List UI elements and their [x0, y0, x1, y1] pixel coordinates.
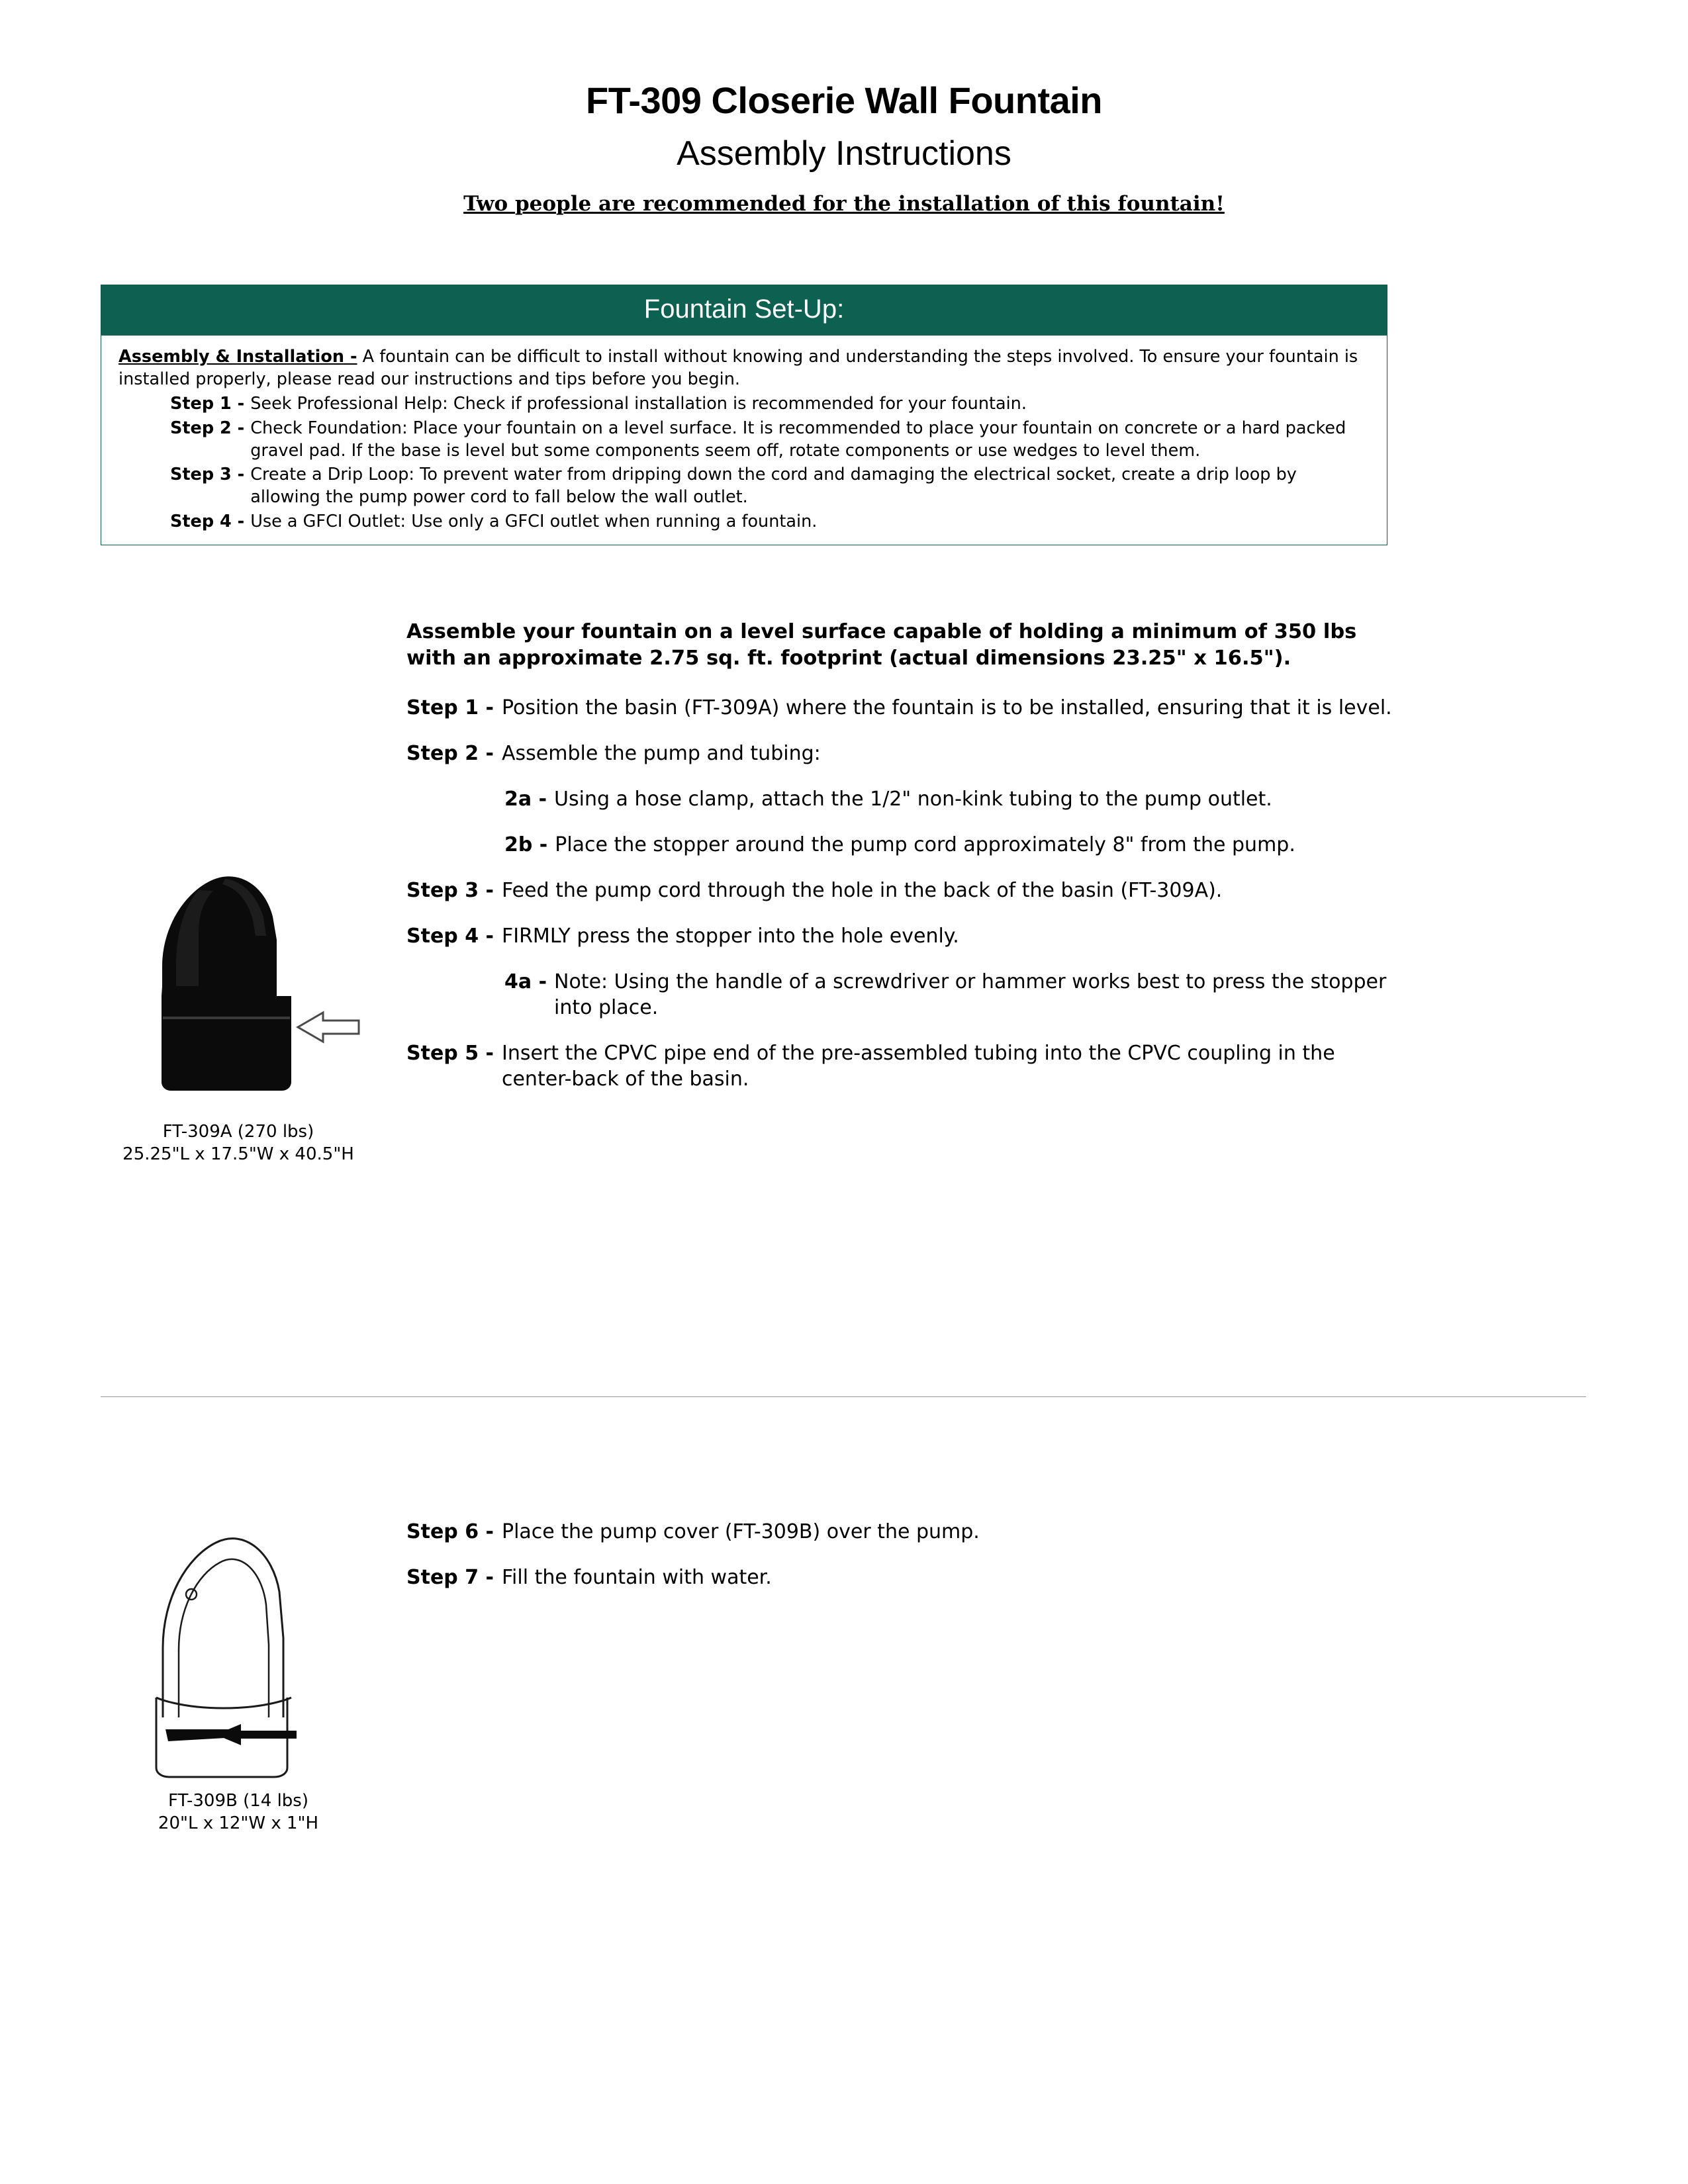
secondary-instruction-list [406, 1519, 1399, 1610]
setup-box-heading: Fountain Set-Up: [101, 285, 1387, 336]
instruction-step-4-number: Step 4 - [406, 924, 494, 948]
figure-ft309a-caption [99, 1112, 377, 1166]
figure-ft309b-caption-line2: 20"L x 12"W x 1"H [158, 1813, 319, 1833]
setup-step-1-bold: Seek Professional Help: [250, 394, 448, 414]
figure-ft309b-caption [99, 1784, 377, 1835]
setup-step-4-text: Use only a GFCI outlet when running a fountain. [406, 511, 818, 531]
setup-step-1-text: Check if professional installation is recommended for your fountain. [447, 394, 1027, 414]
setup-step-1-body [244, 393, 1027, 416]
setup-step-1-label: Step 1 - [170, 394, 245, 414]
instruction-step-3 [406, 878, 1399, 903]
setup-step-2-bold: Check Foundation: [250, 418, 408, 438]
figure-ft309b [99, 1506, 377, 1835]
setup-intro-paragraph [118, 346, 1370, 390]
setup-box-body [101, 336, 1387, 545]
cover-inner-outline [179, 1559, 269, 1717]
setup-step-3-text: To prevent water from dripping down the cord and damaging the electrical socket, create a drip loop by allowing the pump power cord to fall below the wall outlet. [250, 465, 1297, 507]
fountain-basin-svg [99, 854, 377, 1112]
instruction-step-2 [406, 741, 1399, 766]
instruction-step-3-number: Step 3 - [406, 878, 494, 902]
instruction-step-1-text: Position the basin (FT-309A) where the fountain is to be installed, ensuring that it is level. [501, 696, 1392, 719]
setup-step-3-body [244, 464, 1370, 508]
setup-step-2-text: Place your fountain on a level surface. It is recommended to place your fountain on concrete or a hard packed gravel pad. If the base is level but some components seem off, rotate components or use wedges to level them. [250, 418, 1346, 461]
setup-intro-text: A fountain can be difficult to install without knowing and understanding the steps involved. To ensure your fountain is installed properly, please read our instructions and tips before you begin. [118, 347, 1358, 389]
instruction-step-2-text: Assemble the pump and tubing: [501, 741, 821, 765]
instruction-step-2b-number: 2b - [504, 833, 548, 856]
instruction-step-7-number: Step 7 - [406, 1566, 494, 1589]
instruction-step-4-text: FIRMLY press the stopper into the hole evenly. [501, 924, 959, 948]
instruction-step-7 [406, 1565, 1399, 1590]
instruction-step-4a-number: 4a - [504, 970, 547, 993]
assembly-lead-paragraph: Assemble your fountain on a level surface capable of holding a minimum of 350 lbs with an approximate 2.75 sq. ft. footprint (actual dimensions 23.25" x 16.5"). [406, 620, 1357, 670]
section-divider [101, 1396, 1586, 1397]
setup-step-4-label: Step 4 - [170, 511, 245, 531]
figure-ft309a-caption-line2: 25.25"L x 17.5"W x 40.5"H [122, 1144, 354, 1164]
fountain-setup-box [101, 285, 1387, 545]
instruction-step-2a-text: Using a hose clamp, attach the 1/2" non-kink tubing to the pump outlet. [554, 787, 1272, 811]
setup-step-3-bold: Create a Drip Loop: [250, 465, 414, 485]
instruction-step-1-number: Step 1 - [406, 696, 494, 719]
setup-step-4-bold: Use a GFCI Outlet: [250, 511, 406, 531]
setup-step-list [118, 393, 1370, 533]
instruction-step-5-number: Step 5 - [406, 1041, 494, 1065]
setup-step-2 [118, 418, 1370, 462]
instruction-step-5-text: Insert the CPVC pipe end of the pre-assembled tubing into the CPVC coupling in the center-back of the basin. [501, 1041, 1335, 1091]
instruction-step-7-text: Fill the fountain with water. [501, 1566, 772, 1589]
instruction-step-6-text: Place the pump cover (FT-309B) over the pump. [501, 1520, 980, 1543]
setup-step-1 [118, 393, 1370, 416]
page-subtitle: Assembly Instructions [677, 134, 1011, 173]
instruction-step-4 [406, 923, 1399, 949]
instruction-step-2a [406, 786, 1399, 812]
instruction-step-4a [406, 969, 1399, 1021]
instruction-step-3-text: Feed the pump cord through the hole in the back of the basin (FT-309A). [501, 878, 1223, 902]
installation-warning-note: Two people are recommended for the installation of this fountain! [463, 192, 1225, 216]
figure-ft309b-caption-line1: FT-309B (14 lbs) [167, 1791, 308, 1811]
pump-cover-illustration [99, 1506, 377, 1784]
instruction-step-2b [406, 832, 1399, 858]
setup-step-4-body [244, 511, 817, 533]
fountain-basin-illustration [99, 854, 377, 1112]
instruction-step-2b-text: Place the stopper around the pump cord approximately 8" from the pump. [555, 833, 1295, 856]
instruction-step-1 [406, 695, 1399, 721]
figure-ft309a [99, 854, 377, 1166]
callout-arrow-icon [298, 1013, 359, 1042]
instruction-step-4a-text: Note: Using the handle of a screwdriver or hammer works best to press the stopper into place. [554, 970, 1387, 1019]
setup-step-3-label: Step 3 - [170, 465, 245, 485]
instruction-step-6 [406, 1519, 1399, 1545]
main-instruction-list [406, 619, 1399, 1112]
setup-step-3 [118, 464, 1370, 508]
basin-rim [156, 1698, 291, 1708]
callout-arrow-head-icon [216, 1724, 241, 1745]
setup-step-2-body [244, 418, 1370, 462]
callout-arrow-shaft [232, 1731, 297, 1739]
instruction-step-2a-number: 2a - [504, 787, 547, 811]
setup-step-4 [118, 511, 1370, 533]
instruction-step-2-number: Step 2 - [406, 741, 494, 765]
setup-step-2-label: Step 2 - [170, 418, 245, 438]
instruction-step-5 [406, 1040, 1399, 1092]
pump-cover-svg [99, 1506, 377, 1784]
page-title: FT-309 Closerie Wall Fountain [586, 79, 1102, 121]
instruction-step-6-number: Step 6 - [406, 1520, 494, 1543]
setup-intro-label: Assembly & Installation - [118, 347, 357, 367]
figure-ft309a-caption-line1: FT-309A (270 lbs) [162, 1122, 314, 1142]
